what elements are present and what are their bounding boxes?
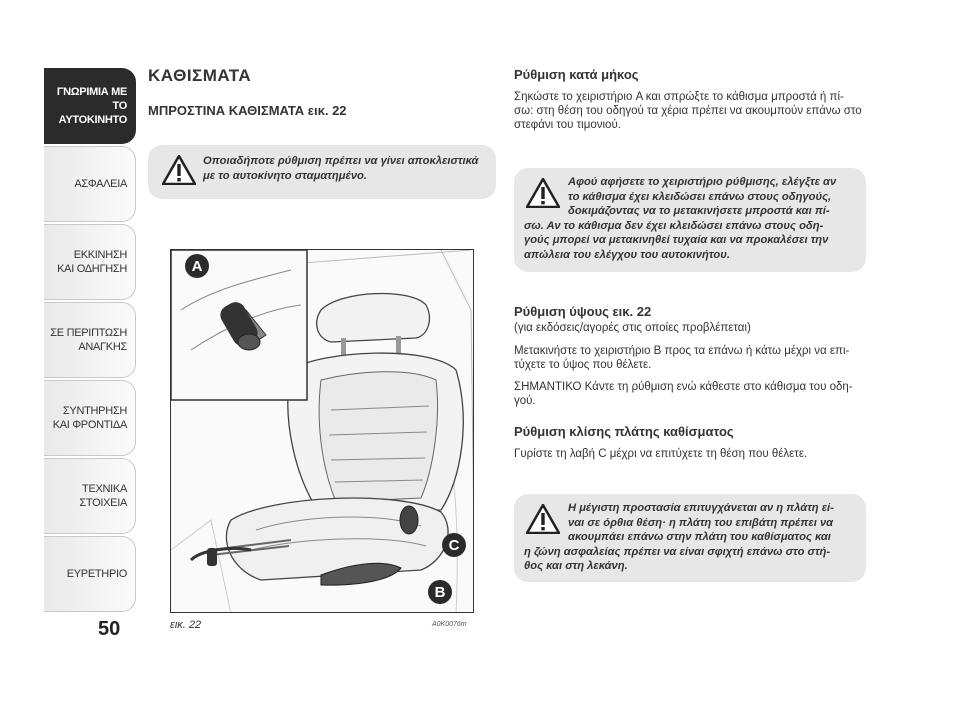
warning-3-line-4: η ζώνη ασφαλείας πρέπει να είναι σφιχτή επάνω στο στή- — [524, 545, 831, 558]
warning-1-line-1: Οποιαδήποτε ρύθμιση πρέπει να γίνει αποκλειστικά — [203, 155, 479, 167]
seat-illustration — [170, 249, 474, 613]
important-text-2: γού. — [514, 395, 536, 407]
subsection-title: ΜΠΡΟΣΤΙΝΑ ΚΑΘΙΣΜΑΤΑ εικ. 22 — [148, 103, 347, 118]
length-adjust-text-3: στεφάνι του τιμονιού. — [514, 119, 621, 131]
warning-2-line-3: δοκιμάζοντας να το μετακινήσετε μπροστά και πί- — [568, 205, 830, 217]
tab-emergency[interactable]: ΣΕ ΠΕΡΙΠΤΩΣΗ ΑΝΑΓΚΗΣ — [44, 302, 136, 378]
callout-b: B — [428, 580, 452, 604]
seat-drawing — [171, 250, 474, 613]
warning-box-2 — [514, 168, 866, 272]
warning-2-line-6: απώλεια του ελέγχου του αυτοκινήτου. — [524, 248, 730, 261]
warning-3-line-3: ακουμπάει επάνω στην πλάτη του καθίσματος και — [568, 531, 831, 543]
section-title: ΚΑΘΙΣΜΑΤΑ — [148, 66, 252, 85]
warning-triangle-icon — [526, 504, 560, 534]
warning-2-line-2: το κάθισμα έχει κλειδώσει επάνω στους οδηγούς, — [568, 190, 832, 203]
height-adjust-text-1: Μετακινήστε το χειριστήριο B προς τα επάνω ή κάτω μέχρι να επι- — [514, 345, 850, 357]
height-adjust-note: (για εκδόσεις/αγορές στις οποίες προβλέπεται) — [514, 322, 751, 334]
tab-maintenance[interactable]: ΣΥΝΤΗΡΗΣΗ ΚΑΙ ΦΡΟΝΤΙΔΑ — [44, 380, 136, 456]
warning-1-line-2: με το αυτοκίνητο σταματημένο. — [203, 169, 367, 182]
tab-index[interactable]: ΕΥΡΕΤΗΡΙΟ — [44, 536, 136, 612]
backrest-adjust-title: Ρύθμιση κλίσης πλάτης καθίσματος — [514, 424, 734, 439]
tab-safety[interactable]: ΑΣΦΑΛΕΙΑ — [44, 146, 136, 222]
length-adjust-text-2: σω: στη θέση του οδηγού τα χέρια πρέπει να ακουμπούν επάνω στο — [514, 105, 862, 117]
warning-3-line-2: ναι σε όρθια θέση· η πλάτη του επιβάτη πρέπει να — [568, 516, 834, 529]
warning-box-3 — [514, 494, 866, 582]
warning-3-line-5: θος και στη λεκάνη. — [524, 560, 628, 572]
sidebar-nav — [44, 68, 136, 614]
tab-technical-data[interactable]: ΤΕΧΝΙΚΑ ΣΤΟΙΧΕΙΑ — [44, 458, 136, 534]
warning-triangle-icon — [162, 155, 196, 185]
warning-2-line-5: γούς μπορεί να μετακινηθεί τυχαία και να προκαλέσει την — [524, 234, 829, 246]
callout-c: C — [442, 533, 466, 557]
backrest-adjust-text: Γυρίστε τη λαβή C μέχρι να επιτύχετε τη θέση που θέλετε. — [514, 448, 808, 460]
height-adjust-text-2: τύχετε το ύψος που θέλετε. — [514, 359, 652, 371]
warning-box-1 — [148, 145, 496, 199]
warning-3-line-1: Η μέγιστη προστασία επιτυγχάνεται αν η πλάτη εί- — [568, 502, 834, 514]
warning-2-line-1: Αφού αφήσετε το χειριστήριο ρύθμισης, ελέγξτε αν — [568, 176, 837, 188]
callout-a: A — [185, 254, 209, 278]
warning-2-line-4: σω. Αν το κάθισμα δεν έχει κλειδώσει επάνω στους οδη- — [524, 219, 824, 232]
height-adjust-section — [514, 305, 866, 408]
length-adjust-text-1: Σηκώστε το χειριστήριο A και σπρώξτε το κάθισμα μπροστά ή πί- — [514, 91, 844, 103]
backrest-adjust-section — [514, 425, 866, 461]
page-number: 50 — [98, 618, 121, 640]
important-text-1: ΣΗΜΑΝΤΙΚΟ Κάντε τη ρύθμιση ενώ κάθεστε στο κάθισμα του οδη- — [514, 381, 853, 393]
figure-code: A0K0076m — [432, 621, 467, 628]
tab-vehicle-intro[interactable]: ΓΝΩΡΙΜΙΑ ΜΕ ΤΟ ΑΥΤΟΚΙΝΗΤΟ — [44, 68, 136, 144]
height-adjust-title: Ρύθμιση ύψους εικ. 22 — [514, 304, 652, 319]
length-adjust-section — [514, 68, 866, 132]
warning-triangle-icon — [526, 178, 560, 208]
figure-caption: εικ. 22 — [170, 619, 202, 631]
tab-starting-driving[interactable]: ΕΚΚΙΝΗΣΗ ΚΑΙ ΟΔΗΓΗΣΗ — [44, 224, 136, 300]
length-adjust-title: Ρύθμιση κατά μήκος — [514, 67, 639, 82]
